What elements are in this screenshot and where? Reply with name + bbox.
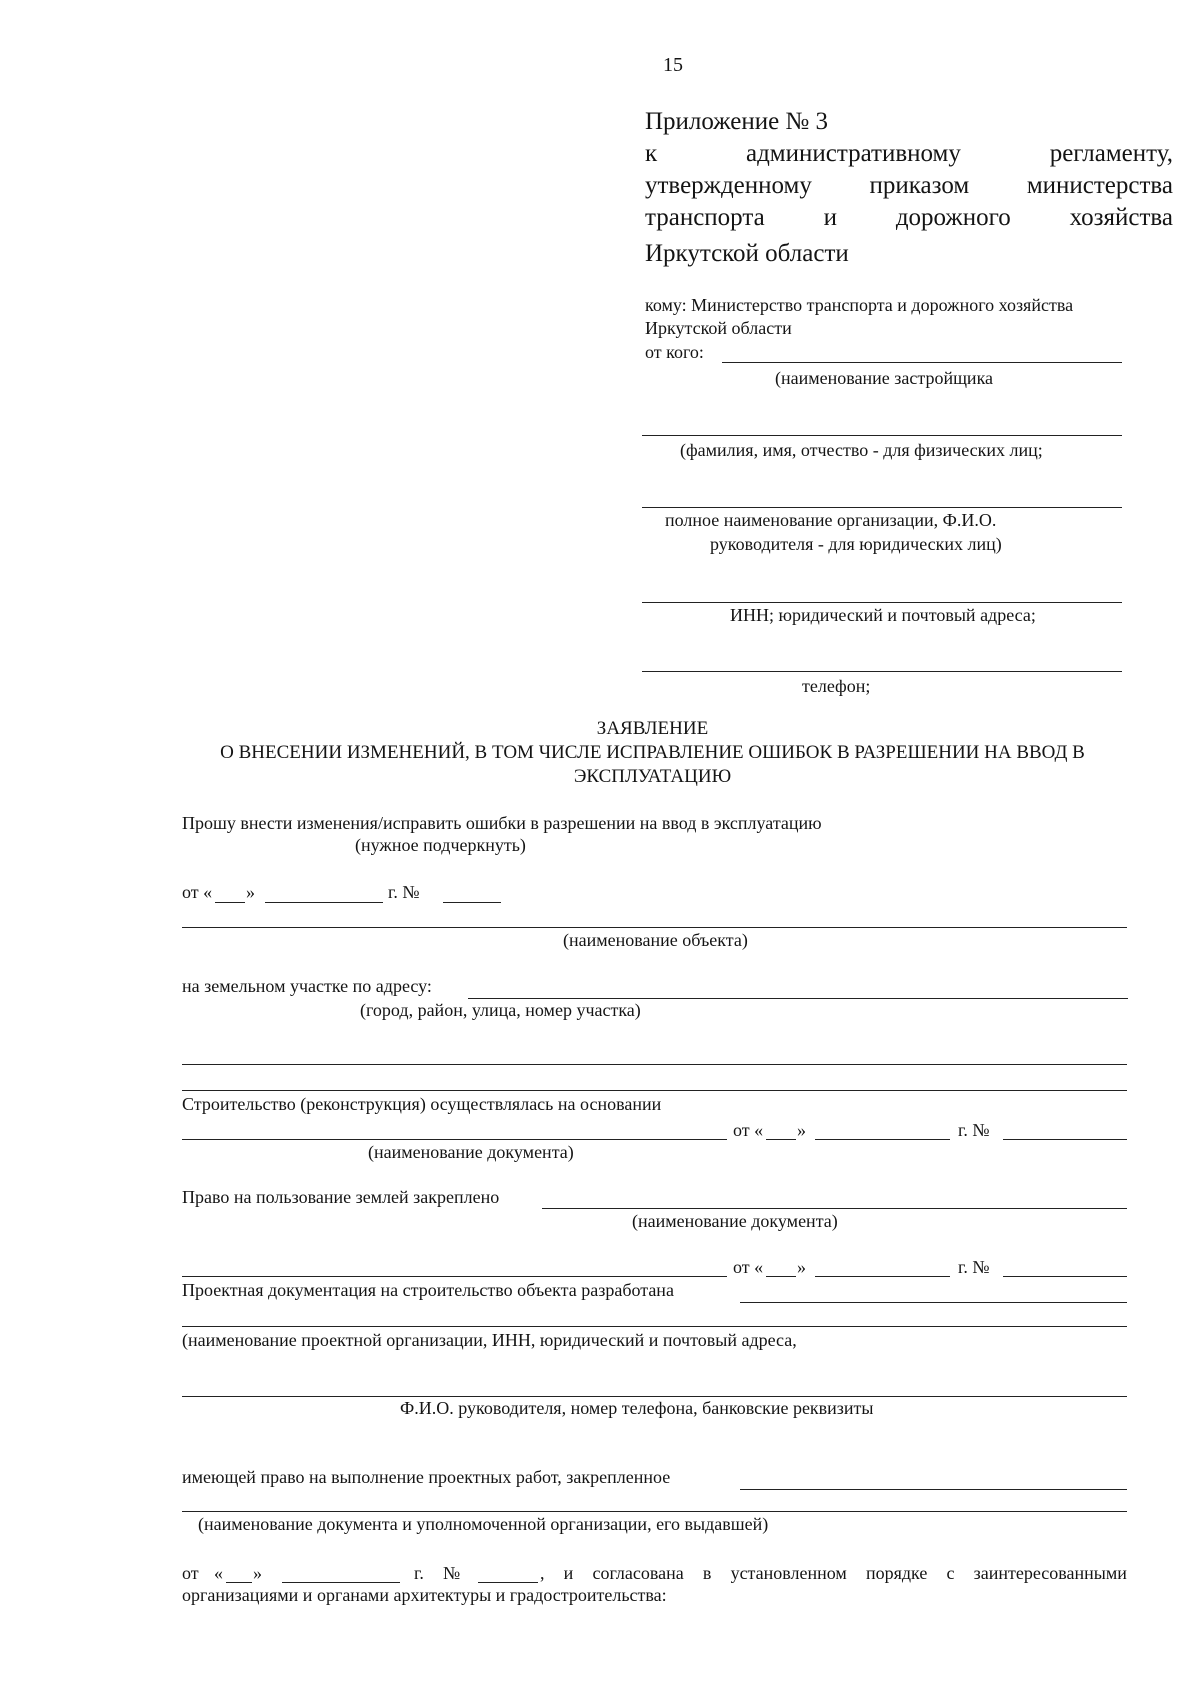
addressee-from-label: от кого: xyxy=(645,342,704,362)
permit-month-field[interactable] xyxy=(265,902,383,903)
final-month-field[interactable] xyxy=(282,1582,400,1583)
land-right-year-no: г. № xyxy=(958,1257,990,1277)
permit-from-label: от « xyxy=(182,882,213,902)
organization-field-line[interactable] xyxy=(642,507,1122,508)
final-word: порядке xyxy=(865,1563,928,1583)
phone-field-line[interactable] xyxy=(642,671,1122,672)
appendix-word: транспорта xyxy=(645,204,765,231)
construction-doc-field[interactable] xyxy=(182,1139,727,1140)
final-word: заинтересованными xyxy=(973,1563,1127,1583)
project-field-2[interactable] xyxy=(182,1326,1127,1327)
final-word: установленном xyxy=(730,1563,847,1583)
request-text: Прошу внести изменения/исправить ошибки в разрешении на ввод в эксплуатацию xyxy=(182,813,822,833)
final-word: , xyxy=(540,1563,545,1583)
heading-title: ЗАЯВЛЕНИЕ xyxy=(596,718,709,739)
final-day-field[interactable] xyxy=(226,1582,252,1583)
construction-quote-close: » xyxy=(797,1120,806,1140)
appendix-word: хозяйства xyxy=(1069,204,1173,231)
construction-from-label: от « xyxy=(733,1120,764,1140)
appendix-word: административному xyxy=(745,140,961,167)
addressee-to-1: кому: Министерство транспорта и дорожного хозяйства xyxy=(645,295,1074,315)
developer-hint: (наименование застройщика xyxy=(775,368,994,388)
final-word: и xyxy=(563,1563,574,1583)
appendix-word: к xyxy=(645,140,658,167)
inn-field-line[interactable] xyxy=(642,602,1122,603)
land-address-field-3[interactable] xyxy=(182,1090,1127,1091)
final-quote-close: » xyxy=(253,1563,262,1583)
permit-day-field[interactable] xyxy=(215,902,245,903)
inn-hint: ИНН; юридический и почтовый адреса; xyxy=(730,605,1036,625)
final-from: от xyxy=(182,1563,199,1583)
construction-year-no: г. № xyxy=(958,1120,990,1140)
construction-number-field[interactable] xyxy=(1003,1139,1127,1140)
appendix-word: утвержденному xyxy=(645,172,812,199)
construction-month-field[interactable] xyxy=(815,1139,950,1140)
organization-hint-2: руководителя - для юридических лиц) xyxy=(710,534,1002,554)
final-line-2: организациями и органами архитектуры и градостроительства: xyxy=(182,1585,667,1605)
final-word: согласована xyxy=(592,1563,684,1583)
individual-field-line[interactable] xyxy=(642,435,1122,436)
appendix-title: Приложение № 3 xyxy=(645,108,829,135)
heading-line-3: ЭКСПЛУАТАЦИЮ xyxy=(573,766,732,787)
construction-doc-hint: (наименование документа) xyxy=(368,1142,574,1162)
permit-number-field[interactable] xyxy=(443,902,501,903)
land-right-label: Право на пользование землей закреплено xyxy=(182,1187,500,1207)
appendix-word: и xyxy=(823,204,837,231)
appendix-word: регламенту, xyxy=(1049,140,1173,167)
object-field-line[interactable] xyxy=(182,927,1127,928)
addressee-to-2: Иркутской области xyxy=(645,318,792,338)
object-hint: (наименование объекта) xyxy=(563,930,748,950)
final-year: г. xyxy=(414,1563,424,1583)
land-right-number-field[interactable] xyxy=(1003,1276,1127,1277)
project-hint-2: Ф.И.О. руководителя, номер телефона, банковские реквизиты xyxy=(400,1398,874,1418)
construction-label: Строительство (реконструкция) осуществлялась на основании xyxy=(182,1094,662,1114)
final-quote-open: « xyxy=(214,1563,223,1583)
appendix-word: дорожного xyxy=(895,204,1011,231)
project-field-3[interactable] xyxy=(182,1396,1127,1397)
land-address-field-2[interactable] xyxy=(182,1064,1127,1065)
permit-quote-close: » xyxy=(246,882,255,902)
final-line-1 xyxy=(540,1563,1127,1584)
project-field[interactable] xyxy=(740,1302,1127,1303)
individual-hint: (фамилия, имя, отчество - для физических лиц; xyxy=(680,440,1043,460)
appendix-word: министерства xyxy=(1026,172,1173,199)
appendix-word: приказом xyxy=(869,172,970,199)
project-hint-1: (наименование проектной организации, ИНН, юридический и почтовый адреса, xyxy=(182,1330,797,1350)
land-label: на земельном участке по адресу: xyxy=(182,976,432,996)
land-address-field[interactable] xyxy=(468,998,1128,999)
appendix-line-1 xyxy=(645,140,1173,168)
design-right-field[interactable] xyxy=(740,1489,1127,1490)
design-right-label: имеющей право на выполнение проектных работ, закрепленное xyxy=(182,1467,671,1487)
project-label: Проектная документация на строительство объекта разработана xyxy=(182,1280,674,1300)
final-number-field[interactable] xyxy=(478,1582,538,1583)
land-right-doc-hint: (наименование документа) xyxy=(632,1211,838,1231)
final-word: с xyxy=(946,1563,955,1583)
construction-day-field[interactable] xyxy=(766,1139,796,1140)
final-no: № xyxy=(443,1563,461,1583)
land-right-field[interactable] xyxy=(542,1208,1127,1209)
design-right-hint: (наименование документа и уполномоченной организации, его выдавшей) xyxy=(198,1514,769,1534)
phone-hint: телефон; xyxy=(802,676,871,696)
final-word: в xyxy=(702,1563,712,1583)
land-right-doc-field[interactable] xyxy=(182,1276,727,1277)
organization-hint-1: полное наименование организации, Ф.И.О. xyxy=(665,510,997,530)
land-right-month-field[interactable] xyxy=(815,1276,950,1277)
design-right-field-2[interactable] xyxy=(182,1511,1127,1512)
land-right-from-label: от « xyxy=(733,1257,764,1277)
appendix-line-4: Иркутской области xyxy=(645,240,849,267)
land-right-day-field[interactable] xyxy=(766,1276,796,1277)
appendix-line-3 xyxy=(645,204,1173,232)
underline-hint: (нужное подчеркнуть) xyxy=(355,835,526,855)
heading-line-2: О ВНЕСЕНИИ ИЗМЕНЕНИЙ, В ТОМ ЧИСЛЕ ИСПРАВЛЕНИЕ ОШИБОК В РАЗРЕШЕНИИ НА ВВОД В xyxy=(220,742,1085,763)
from-field-line[interactable] xyxy=(722,362,1122,363)
land-hint: (город, район, улица, номер участка) xyxy=(360,1000,641,1020)
page-number: 15 xyxy=(663,54,683,76)
appendix-line-2 xyxy=(645,172,1173,200)
land-right-quote-close: » xyxy=(797,1257,806,1277)
permit-year-no: г. № xyxy=(388,882,420,902)
